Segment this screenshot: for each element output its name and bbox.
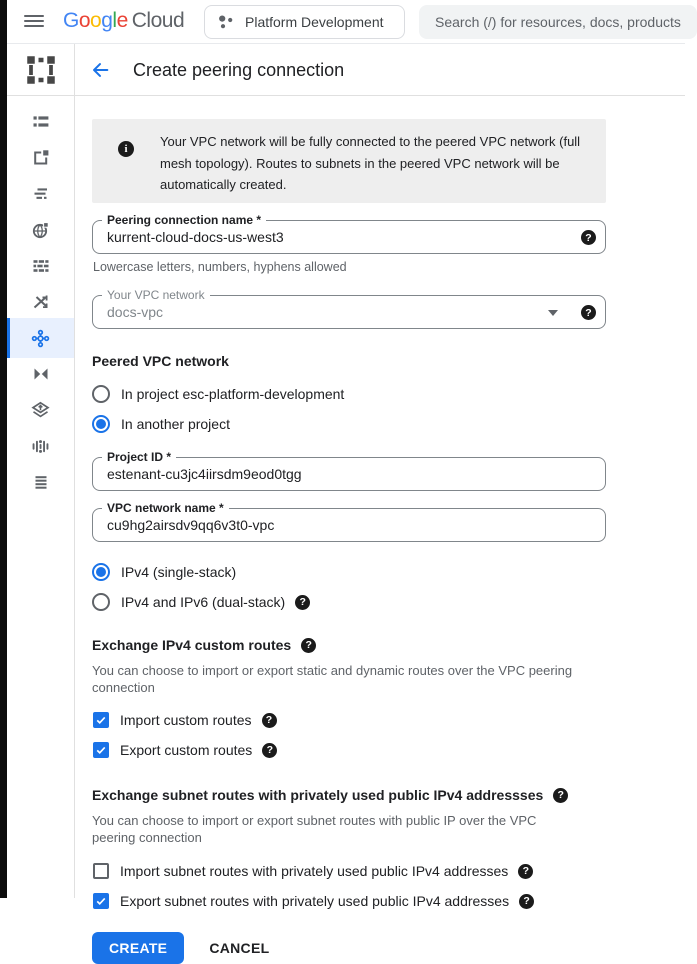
top-app-bar [7, 0, 685, 44]
checkbox-checked-icon[interactable] [93, 742, 109, 758]
exchange-routes-description: You can choose to import or export static and dynamic routes over the VPC peering connection [92, 663, 573, 695]
help-icon[interactable]: ? [301, 638, 316, 653]
project-icon [217, 13, 235, 31]
logo-letter: g [101, 9, 113, 32]
bring-your-own-ip-icon [32, 185, 50, 203]
radio-ipv4-single-stack[interactable] [92, 561, 606, 583]
info-banner [92, 119, 606, 203]
menu-icon[interactable] [24, 13, 44, 31]
project-selector-label: Platform Development [245, 14, 384, 30]
info-banner-text: Your VPC network will be fully connected to the peered VPC network (full mesh topology). Routes to subnets in the peered VPC network will be automatically created. [160, 134, 581, 192]
logo-letter: e [116, 9, 128, 32]
dropdown-arrow-icon[interactable] [548, 310, 558, 316]
your-vpc-network-select[interactable] [92, 288, 606, 329]
shared-vpc-icon [32, 365, 50, 383]
radio-label: IPv4 and IPv6 (dual-stack) [121, 594, 286, 610]
your-vpc-network-label: Your VPC network [102, 288, 210, 303]
help-icon[interactable]: ? [518, 864, 533, 879]
logo-letter: G [63, 9, 79, 32]
firewall-rules-icon [32, 257, 50, 275]
project-selector-button[interactable] [204, 5, 405, 39]
your-vpc-network-value: docs-vpc [107, 304, 164, 320]
peered-vpc-heading: Peered VPC network [92, 353, 229, 369]
radio-icon[interactable] [92, 593, 110, 611]
radio-another-project[interactable] [92, 413, 606, 435]
logo-letter: o [90, 9, 102, 32]
project-id-field[interactable] [92, 450, 606, 491]
checkbox-unchecked-icon[interactable] [93, 863, 109, 879]
help-icon[interactable]: ? [553, 788, 568, 803]
checkbox-checked-icon[interactable] [93, 712, 109, 728]
page-title: Create peering connection [133, 60, 345, 80]
checkbox-label: Import subnet routes with privately used public IPv4 addresses [120, 863, 509, 879]
search-input[interactable] [419, 5, 697, 39]
firewall-policies-icon [31, 221, 50, 240]
logo-letter: o [78, 9, 91, 32]
logo-letter: l [112, 9, 117, 32]
subnet-routes-heading: Exchange subnet routes with privately used public IPv4 addressses ? [92, 787, 606, 803]
nav-serverless-vpc-access[interactable] [7, 392, 74, 428]
vpc-network-name-value: cu9hg2airsdv9qq6v3t0-vpc [107, 517, 275, 533]
radio-in-project[interactable] [92, 383, 606, 405]
radio-icon[interactable] [92, 385, 110, 403]
nav-shared-vpc[interactable] [7, 356, 74, 392]
peering-name-label: Peering connection name * [102, 213, 266, 228]
packet-mirroring-icon [31, 437, 50, 456]
checkbox-import-subnet-routes[interactable] [92, 860, 606, 882]
main-content [76, 97, 685, 956]
project-id-label: Project ID * [102, 450, 176, 465]
radio-label: IPv4 (single-stack) [121, 564, 237, 580]
info-icon: i [118, 141, 134, 157]
back-arrow-icon[interactable] [89, 59, 111, 81]
cancel-button[interactable]: CANCEL [209, 940, 270, 956]
checkbox-label: Export custom routes [120, 742, 253, 758]
help-icon[interactable]: ? [262, 713, 277, 728]
form-actions [92, 932, 606, 964]
vpc-network-name-label: VPC network name * [102, 501, 229, 516]
nav-network-analyzer[interactable] [7, 464, 74, 500]
radio-label: In project esc-platform-development [121, 386, 345, 402]
exchange-routes-heading: Exchange IPv4 custom routes ? [92, 637, 606, 653]
nav-firewall-policies[interactable] [7, 212, 74, 248]
routes-icon [32, 293, 50, 311]
nav-firewall-rules[interactable] [7, 248, 74, 284]
radio-icon-selected[interactable] [92, 563, 110, 581]
checkbox-label: Import custom routes [120, 712, 252, 728]
serverless-vpc-access-icon [31, 401, 50, 420]
google-cloud-logo[interactable] [63, 9, 184, 33]
create-button[interactable]: CREATE [92, 932, 184, 964]
vpc-network-peering-icon [31, 329, 50, 348]
help-icon[interactable]: ? [581, 230, 596, 245]
nav-ip-addresses[interactable] [7, 140, 74, 176]
nav-vpc-network-peering[interactable] [7, 318, 74, 358]
radio-label: In another project [121, 416, 230, 432]
page-header [7, 44, 685, 96]
checkbox-import-custom-routes[interactable] [92, 709, 606, 731]
checkbox-label: Export subnet routes with privately used public IPv4 addresses [120, 893, 510, 909]
network-analyzer-icon [32, 473, 50, 491]
nav-bring-your-own-ip[interactable] [7, 176, 74, 212]
window-edge [0, 0, 7, 898]
nav-routes[interactable] [7, 284, 74, 320]
radio-ipv4-ipv6-dual-stack[interactable] [92, 591, 606, 613]
checkbox-export-custom-routes[interactable] [92, 739, 606, 761]
nav-vpc-networks[interactable] [7, 104, 74, 140]
vpc-network-name-field[interactable] [92, 501, 606, 542]
help-icon[interactable]: ? [295, 595, 310, 610]
peering-name-field[interactable] [92, 213, 606, 254]
peering-name-helper: Lowercase letters, numbers, hyphens allowed [93, 260, 347, 274]
help-icon[interactable]: ? [519, 894, 534, 909]
peering-name-value: kurrent-cloud-docs-us-west3 [107, 229, 284, 245]
nav-packet-mirroring[interactable] [7, 428, 74, 464]
radio-icon-selected[interactable] [92, 415, 110, 433]
logo-cloud-word: Cloud [131, 9, 185, 32]
left-nav [7, 96, 75, 898]
ip-addresses-icon [32, 149, 50, 167]
project-id-value: estenant-cu3jc4iirsdm9eod0tgg [107, 466, 302, 482]
vpc-network-product-icon [7, 44, 75, 96]
help-icon[interactable]: ? [262, 743, 277, 758]
subnet-routes-description: You can choose to import or export subnet routes with public IP over the VPC peering connection [92, 813, 537, 845]
checkbox-checked-icon[interactable] [93, 893, 109, 909]
vpc-networks-icon [32, 113, 50, 131]
checkbox-export-subnet-routes[interactable] [92, 890, 606, 912]
help-icon[interactable]: ? [581, 305, 596, 320]
